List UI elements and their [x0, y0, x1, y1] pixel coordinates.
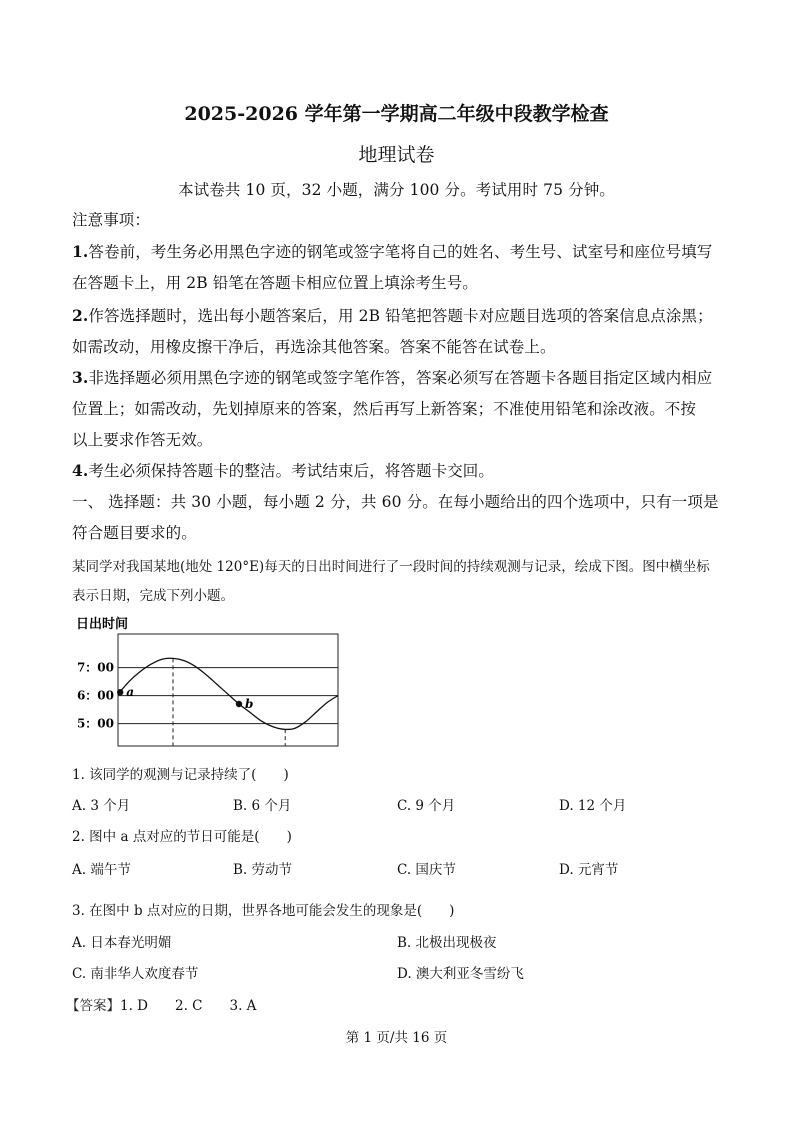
answer-line [66, 994, 256, 1014]
exam-subtitle: 地理试卷 [358, 144, 435, 166]
page-number: 第 1 页/共 16 页 [345, 1030, 448, 1046]
sunrise-curve [118, 658, 338, 729]
question-stem-line-2: 表示日期，完成下列小题。 [72, 588, 234, 604]
question-2-option-c: C. 国庆节 [397, 862, 456, 878]
note-item-3-line-2: 位置上；如需改动，先划掉原来的答案，然后再写上新答案；不准使用铅笔和涂改液。不按 [72, 400, 697, 418]
question-2-option-d: D. 元宵节 [559, 862, 619, 878]
chart-title: 日出时间 [76, 617, 129, 632]
y-tick-label: 5：00 [76, 716, 114, 731]
note-item-2-line-1 [72, 304, 713, 326]
chart-date-markers [173, 658, 285, 746]
question-1-option-a: A. 3 个月 [72, 798, 131, 814]
section-1-line-1: 一、 选择题：共 30 小题，每小题 2 分，共 60 分。在每小题给出的四个选项中，只有一项是 [72, 493, 719, 511]
y-tick-label: 6：00 [76, 688, 114, 703]
note-number: 3. [72, 368, 89, 387]
note-item-1-line-2: 在答题卡上，用 2B 铅笔在答题卡相应位置上填涂考生号。 [72, 274, 478, 292]
point-label-a: a [126, 685, 134, 700]
note-text: 答卷前，考生务必用黑色字迹的钢笔或签字笔将自己的姓名、考生号、试室号和座位号填写 [88, 243, 713, 261]
exam-info: 本试卷共 10 页，32 小题，满分 100 分。考试用时 75 分钟。 [178, 181, 615, 199]
note-number: 2. [72, 306, 89, 325]
question-2-option-a: A. 端午节 [72, 862, 131, 878]
note-text: 作答选择题时，选出每小题答案后，用 2B 铅笔把答题卡对应题目选项的答案信息点涂黑； [88, 307, 713, 325]
note-item-3-line-1 [72, 366, 712, 388]
note-text: 考生必须保持答题卡的整洁。考试结束后，将答题卡交回。 [88, 462, 494, 480]
answer-tag: 【答案】 [66, 998, 120, 1014]
point-b [236, 701, 242, 707]
chart-grid [118, 634, 338, 746]
answer-text: 1. D 2. C 3. A [120, 998, 257, 1014]
chart-y-ticks [77, 661, 114, 731]
question-3-stem: 3. 在图中 b 点对应的日期，世界各地可能会发生的现象是( ) [72, 903, 455, 919]
question-stem-line-1: 某同学对我国某地(地处 120°E)每天的日出时间进行了一段时间的持续观测与记录，绘成下图。图中横坐标 [72, 559, 710, 575]
point-a [117, 689, 123, 695]
section-1-line-2: 符合题目要求的。 [72, 524, 197, 542]
question-1-option-d: D. 12 个月 [559, 798, 627, 814]
sunrise-time-chart [70, 610, 350, 750]
chart-frame [118, 634, 338, 746]
note-item-2-line-2: 如需改动，用橡皮擦干净后，再选涂其他答案。答案不能答在试卷上。 [72, 338, 556, 356]
question-2-option-b: B. 劳动节 [233, 862, 293, 878]
question-3-option-c: C. 南非华人欢度春节 [72, 966, 199, 982]
question-2-stem: 2. 图中 a 点对应的节日可能是( ) [72, 829, 292, 845]
question-1-option-b: B. 6 个月 [233, 798, 292, 814]
question-3-option-d: D. 澳大利亚冬雪纷飞 [397, 966, 524, 982]
point-label-b: b [245, 697, 254, 711]
question-3-option-a: A. 日本春光明媚 [72, 935, 172, 951]
note-item-1-line-1 [72, 240, 712, 262]
y-tick-label: 7：00 [76, 660, 114, 675]
question-3-option-b: B. 北极出现极夜 [397, 935, 497, 951]
note-item-4-line-1 [72, 459, 494, 481]
note-text: 非选择题必须用黑色字迹的钢笔或签字笔作答，答案必须写在答题卡各题目指定区域内相应 [88, 369, 713, 387]
exam-title: 2025-2026 学年第一学期高二年级中段教学检查 [184, 103, 609, 125]
note-number: 1. [72, 242, 89, 261]
notes-heading: 注意事项： [72, 211, 151, 229]
question-1-stem: 1. 该同学的观测与记录持续了( ) [72, 767, 289, 783]
note-number: 4. [72, 461, 89, 480]
note-item-3-line-3: 以上要求作答无效。 [72, 431, 213, 449]
question-1-option-c: C. 9 个月 [397, 798, 456, 814]
